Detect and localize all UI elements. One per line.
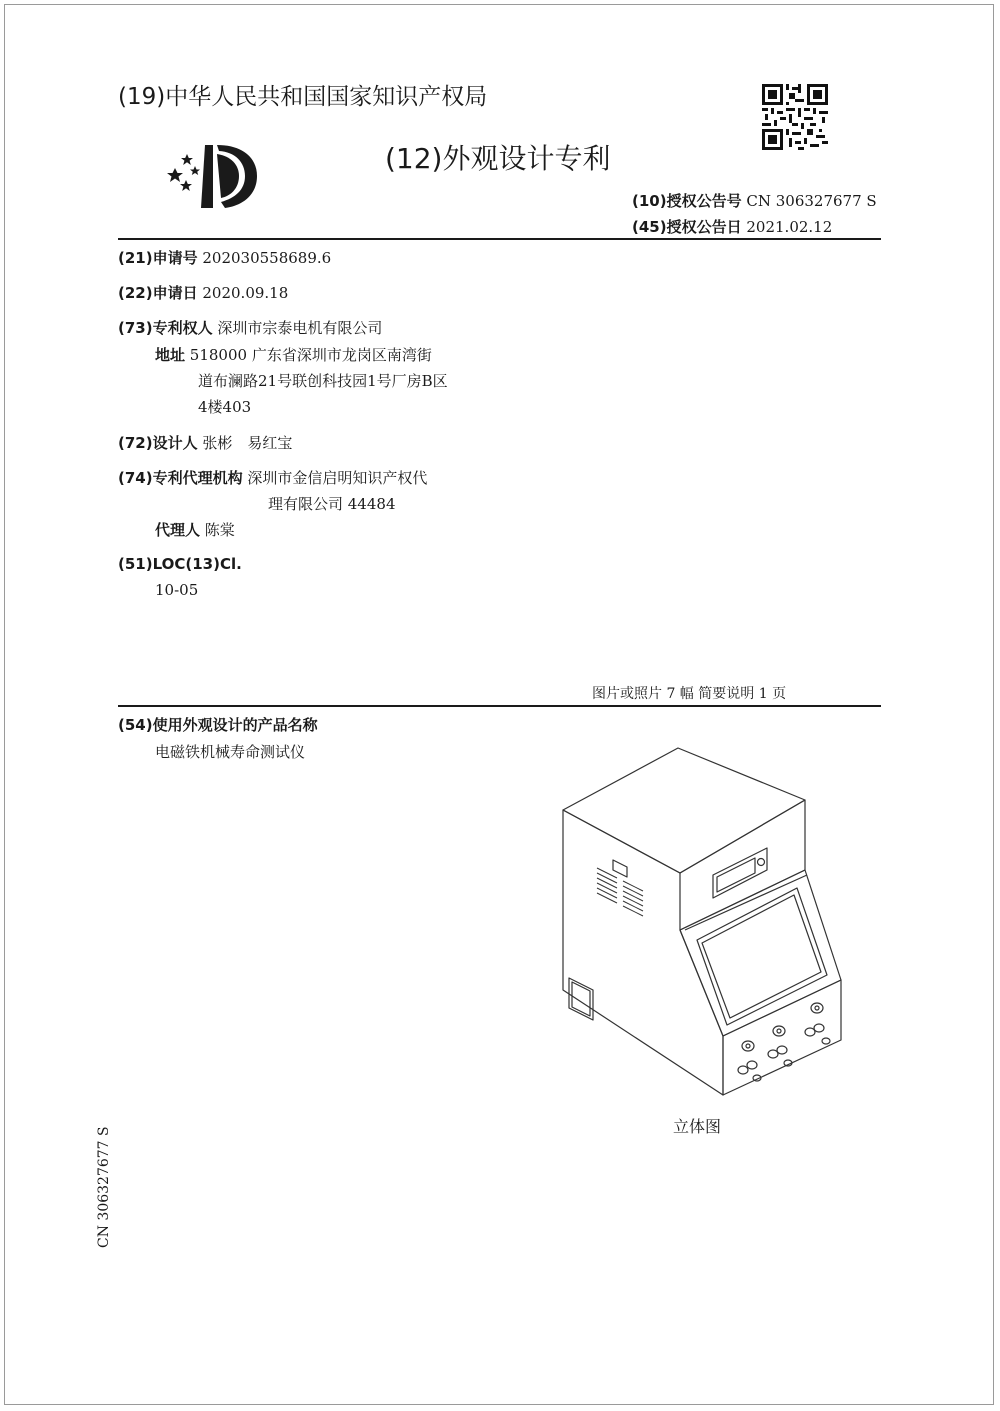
application-number — [118, 247, 331, 268]
application-date-value: 2020.09.18 — [202, 284, 289, 302]
address-line-1: 518000 广东省深圳市龙岗区南湾街 — [189, 346, 432, 364]
patentee-value: 深圳市宗泰电机有限公司 — [217, 319, 383, 337]
figure-summary: 图片或照片 7 幅 简要说明 1 页 — [592, 686, 787, 702]
cnipa-logo — [165, 140, 260, 212]
designers-value: 张彬 易红宝 — [202, 434, 293, 452]
bottom-divider — [118, 705, 881, 707]
publication-number-value: CN 306327677 S — [746, 192, 877, 210]
top-divider — [118, 238, 881, 240]
agent — [155, 519, 235, 540]
loc-label: (51)LOC(13)Cl. — [118, 555, 242, 573]
address-line-3: 4楼403 — [198, 398, 252, 416]
document-type: (12)外观设计专利 — [385, 142, 611, 175]
side-publication-number: CN 306327677 S — [96, 1126, 112, 1248]
product-name-label: (54)使用外观设计的产品名称 — [118, 716, 318, 734]
application-number-label: (21)申请号 — [118, 249, 198, 267]
agency-line-2: 理有限公司 44484 — [268, 495, 396, 513]
address-label: 地址 — [155, 346, 186, 364]
publication-number — [632, 190, 877, 211]
publication-date — [632, 216, 832, 237]
qr-code — [762, 84, 828, 150]
application-date — [118, 282, 288, 303]
publication-date-value: 2021.02.12 — [746, 218, 833, 236]
product-name: 电磁铁机械寿命测试仪 — [155, 743, 306, 761]
designers-label: (72)设计人 — [118, 434, 198, 452]
agency-label: (74)专利代理机构 — [118, 469, 243, 487]
perspective-drawing — [545, 740, 865, 1110]
patentee — [118, 317, 382, 338]
loc-classification — [118, 555, 242, 573]
loc-value: 10-05 — [155, 581, 199, 599]
address-line-2: 道布澜路21号联创科技园1号厂房B区 — [198, 372, 448, 390]
agency — [118, 467, 427, 488]
address — [155, 344, 432, 365]
patentee-label: (73)专利权人 — [118, 319, 213, 337]
authority-title: (19)中华人民共和国国家知识产权局 — [118, 84, 488, 110]
application-date-label: (22)申请日 — [118, 284, 198, 302]
publication-date-label: (45)授权公告日 — [632, 218, 742, 236]
agency-line-1: 深圳市金信启明知识产权代 — [247, 469, 428, 487]
application-number-value: 202030558689.6 — [202, 249, 332, 267]
agent-label: 代理人 — [155, 521, 201, 539]
publication-number-label: (10)授权公告号 — [632, 192, 742, 210]
designers — [118, 432, 292, 453]
agent-value: 陈棠 — [204, 521, 235, 539]
figure-caption: 立体图 — [673, 1117, 722, 1136]
